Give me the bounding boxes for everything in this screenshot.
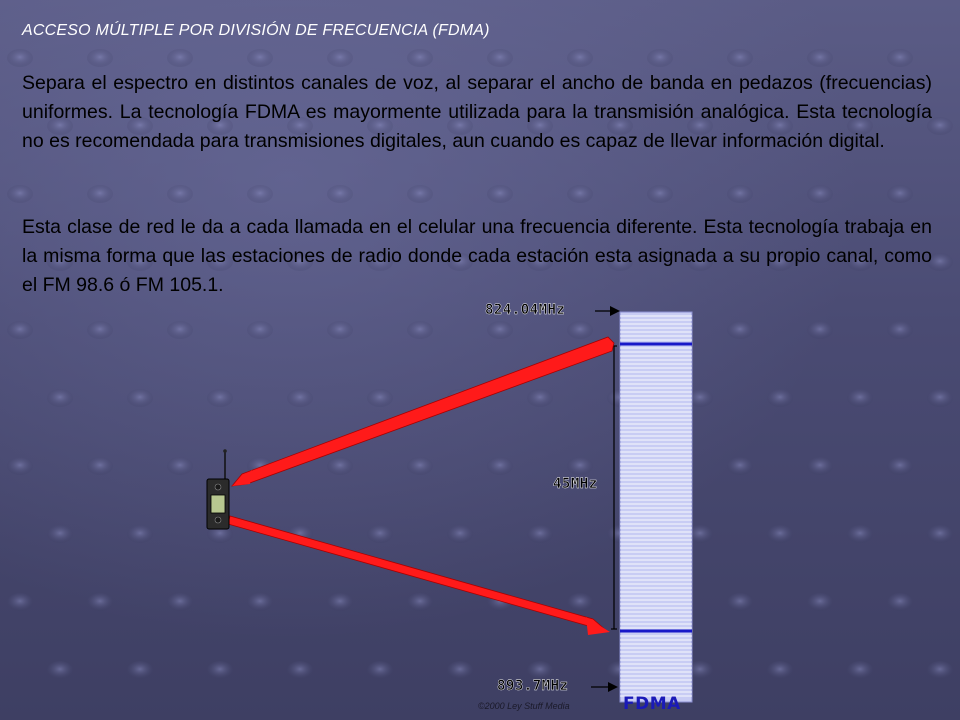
slide-title: ACCESO MÚLTIPLE POR DIVISIÓN DE FRECUENCIA (FDMA) bbox=[22, 22, 490, 39]
mobile-phone-icon bbox=[207, 449, 229, 529]
downlink-arrow bbox=[228, 516, 610, 635]
bottom-frequency-label: 893.7MHz bbox=[497, 678, 569, 694]
uplink-arrow bbox=[232, 337, 614, 486]
paragraph-fdma-definition: Separa el espectro en distintos canales de voz, al separar el ancho de banda en pedazos (frecuencias) uniformes. La tecnología FDMA es mayormente utilizada para la transmisión analógica. Esta tecnología no es recomendada para transmisiones digitales, aun cuando es capaz de llevar información digital. bbox=[22, 72, 932, 152]
fdma-band-label: FDMA bbox=[623, 694, 681, 714]
top-frequency-label: 824.04MHz bbox=[485, 302, 566, 318]
separation-label: 45MHz bbox=[553, 476, 598, 492]
diagram-credit: ©2000 Ley Stuff Media bbox=[478, 701, 570, 711]
frequency-spectrum-band bbox=[620, 312, 692, 702]
paragraph-fdma-explanation: Esta clase de red le da a cada llamada en el celular una frecuencia diferente. Esta tecnología trabaja en la misma forma que las estaciones de radio donde cada estación esta asignada a su propio canal, como el FM 98.6 ó FM 105.1. bbox=[22, 216, 932, 296]
